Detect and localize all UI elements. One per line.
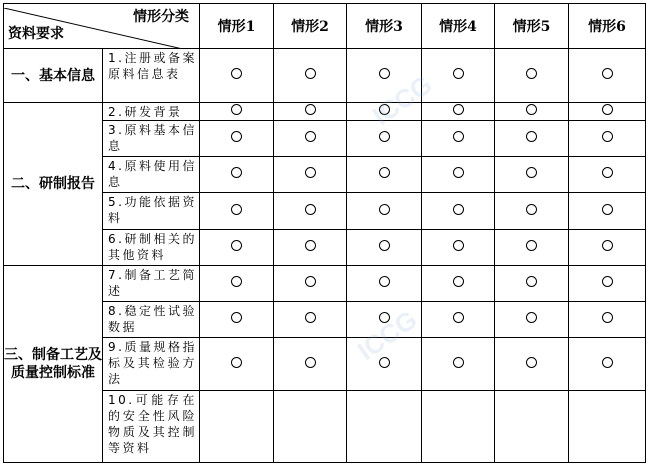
requirement-mark-cell <box>569 266 646 302</box>
corner-bottom-label: 资料要求 <box>8 26 64 42</box>
requirement-mark-cell <box>274 338 347 391</box>
requirement-mark-cell <box>495 266 569 302</box>
requirement-mark-cell <box>200 157 274 193</box>
circle-mark-icon <box>526 204 537 215</box>
circle-mark-icon <box>305 167 316 178</box>
requirement-mark-cell <box>422 49 495 103</box>
requirement-item: 2.研发背景 <box>103 103 200 121</box>
circle-mark-icon <box>305 357 316 368</box>
requirement-mark-cell <box>495 49 569 103</box>
requirement-mark-cell <box>200 391 274 463</box>
circle-mark-icon <box>602 357 613 368</box>
requirement-mark-cell <box>495 338 569 391</box>
section-title: 三、制备工艺及质量控制标准 <box>4 266 103 463</box>
table-row <box>4 49 646 103</box>
requirement-mark-cell <box>422 193 495 230</box>
requirement-mark-cell <box>422 338 495 391</box>
table-row <box>4 266 646 302</box>
requirement-mark-cell <box>347 49 422 103</box>
requirement-mark-cell <box>422 121 495 157</box>
requirement-item: 9.质量规格指标及其检验方法 <box>103 338 200 391</box>
corner-cell <box>4 4 200 49</box>
requirement-mark-cell <box>569 230 646 266</box>
requirement-mark-cell <box>274 103 347 121</box>
requirement-mark-cell <box>200 230 274 266</box>
circle-mark-icon <box>453 68 464 79</box>
situation-header: 情形2 <box>274 4 347 49</box>
requirement-mark-cell <box>495 103 569 121</box>
requirement-mark-cell <box>495 302 569 338</box>
requirement-mark-cell <box>200 266 274 302</box>
requirement-item: 6.研制相关的其他资料 <box>103 230 200 266</box>
requirement-item: 8.稳定性试验数据 <box>103 302 200 338</box>
requirement-item: 1.注册或备案原料信息表 <box>103 49 200 103</box>
circle-mark-icon <box>231 104 242 115</box>
requirement-mark-cell <box>347 391 422 463</box>
circle-mark-icon <box>526 240 537 251</box>
circle-mark-icon <box>526 357 537 368</box>
requirement-mark-cell <box>200 338 274 391</box>
watermark: ICCG <box>366 69 438 132</box>
requirement-mark-cell <box>274 157 347 193</box>
requirement-mark-cell <box>347 121 422 157</box>
circle-mark-icon <box>305 68 316 79</box>
circle-mark-icon <box>379 312 390 323</box>
requirements-table <box>3 3 646 463</box>
requirement-mark-cell <box>200 49 274 103</box>
circle-mark-icon <box>305 204 316 215</box>
situation-header: 情形5 <box>495 4 569 49</box>
circle-mark-icon <box>602 104 613 115</box>
watermark: ICCG <box>351 304 423 367</box>
requirement-mark-cell <box>569 193 646 230</box>
requirement-mark-cell <box>495 121 569 157</box>
circle-mark-icon <box>305 312 316 323</box>
requirement-mark-cell <box>569 338 646 391</box>
circle-mark-icon <box>231 240 242 251</box>
circle-mark-icon <box>305 104 316 115</box>
circle-mark-icon <box>379 131 390 142</box>
header-row <box>4 4 646 49</box>
requirement-mark-cell <box>569 103 646 121</box>
circle-mark-icon <box>526 104 537 115</box>
requirement-mark-cell <box>274 302 347 338</box>
situation-header: 情形1 <box>200 4 274 49</box>
circle-mark-icon <box>526 131 537 142</box>
requirement-mark-cell <box>422 302 495 338</box>
requirement-mark-cell <box>200 103 274 121</box>
requirement-mark-cell <box>274 121 347 157</box>
situation-header: 情形6 <box>569 4 646 49</box>
circle-mark-icon <box>526 276 537 287</box>
circle-mark-icon <box>379 240 390 251</box>
requirement-mark-cell <box>347 266 422 302</box>
requirement-item: 5.功能依据资料 <box>103 193 200 230</box>
requirement-mark-cell <box>422 230 495 266</box>
requirement-mark-cell <box>495 193 569 230</box>
requirement-mark-cell <box>347 230 422 266</box>
requirement-mark-cell <box>347 157 422 193</box>
circle-mark-icon <box>526 312 537 323</box>
requirement-mark-cell <box>274 266 347 302</box>
circle-mark-icon <box>305 276 316 287</box>
circle-mark-icon <box>453 131 464 142</box>
circle-mark-icon <box>379 204 390 215</box>
requirement-mark-cell <box>347 302 422 338</box>
requirement-mark-cell <box>569 157 646 193</box>
requirement-mark-cell <box>495 230 569 266</box>
requirement-mark-cell <box>569 302 646 338</box>
requirement-mark-cell <box>569 49 646 103</box>
requirement-mark-cell <box>569 391 646 463</box>
section-title: 二、研制报告 <box>4 103 103 266</box>
circle-mark-icon <box>602 167 613 178</box>
circle-mark-icon <box>602 276 613 287</box>
circle-mark-icon <box>231 131 242 142</box>
requirement-mark-cell <box>200 193 274 230</box>
requirement-mark-cell <box>422 157 495 193</box>
requirement-mark-cell <box>422 391 495 463</box>
circle-mark-icon <box>379 167 390 178</box>
circle-mark-icon <box>305 240 316 251</box>
circle-mark-icon <box>602 312 613 323</box>
requirement-mark-cell <box>347 193 422 230</box>
circle-mark-icon <box>602 240 613 251</box>
circle-mark-icon <box>602 131 613 142</box>
section-title: 一、基本信息 <box>4 49 103 103</box>
requirement-mark-cell <box>200 121 274 157</box>
requirement-mark-cell <box>495 391 569 463</box>
table-row <box>4 103 646 121</box>
requirement-mark-cell <box>347 338 422 391</box>
requirement-item: 4.原料使用信息 <box>103 157 200 193</box>
circle-mark-icon <box>231 357 242 368</box>
circle-mark-icon <box>453 167 464 178</box>
requirement-mark-cell <box>274 230 347 266</box>
circle-mark-icon <box>231 167 242 178</box>
requirement-mark-cell <box>274 391 347 463</box>
situation-header: 情形3 <box>347 4 422 49</box>
corner-top-label: 情形分类 <box>133 9 189 25</box>
circle-mark-icon <box>602 204 613 215</box>
circle-mark-icon <box>453 240 464 251</box>
requirement-item: 7.制备工艺简述 <box>103 266 200 302</box>
requirement-mark-cell <box>422 266 495 302</box>
requirement-mark-cell <box>569 121 646 157</box>
circle-mark-icon <box>231 276 242 287</box>
circle-mark-icon <box>379 68 390 79</box>
circle-mark-icon <box>231 312 242 323</box>
circle-mark-icon <box>305 131 316 142</box>
circle-mark-icon <box>379 357 390 368</box>
requirement-item: 10.可能存在的安全性风险物质及其控制等资料 <box>103 391 200 463</box>
circle-mark-icon <box>453 204 464 215</box>
circle-mark-icon <box>453 104 464 115</box>
circle-mark-icon <box>231 68 242 79</box>
requirement-mark-cell <box>274 49 347 103</box>
requirement-mark-cell <box>422 103 495 121</box>
circle-mark-icon <box>453 276 464 287</box>
circle-mark-icon <box>453 312 464 323</box>
circle-mark-icon <box>526 167 537 178</box>
circle-mark-icon <box>379 104 390 115</box>
requirement-item: 3.原料基本信息 <box>103 121 200 157</box>
requirement-mark-cell <box>495 157 569 193</box>
situation-header: 情形4 <box>422 4 495 49</box>
circle-mark-icon <box>379 276 390 287</box>
requirement-mark-cell <box>200 302 274 338</box>
requirement-mark-cell <box>274 193 347 230</box>
circle-mark-icon <box>602 68 613 79</box>
circle-mark-icon <box>231 204 242 215</box>
circle-mark-icon <box>453 357 464 368</box>
circle-mark-icon <box>526 68 537 79</box>
requirement-mark-cell <box>347 103 422 121</box>
